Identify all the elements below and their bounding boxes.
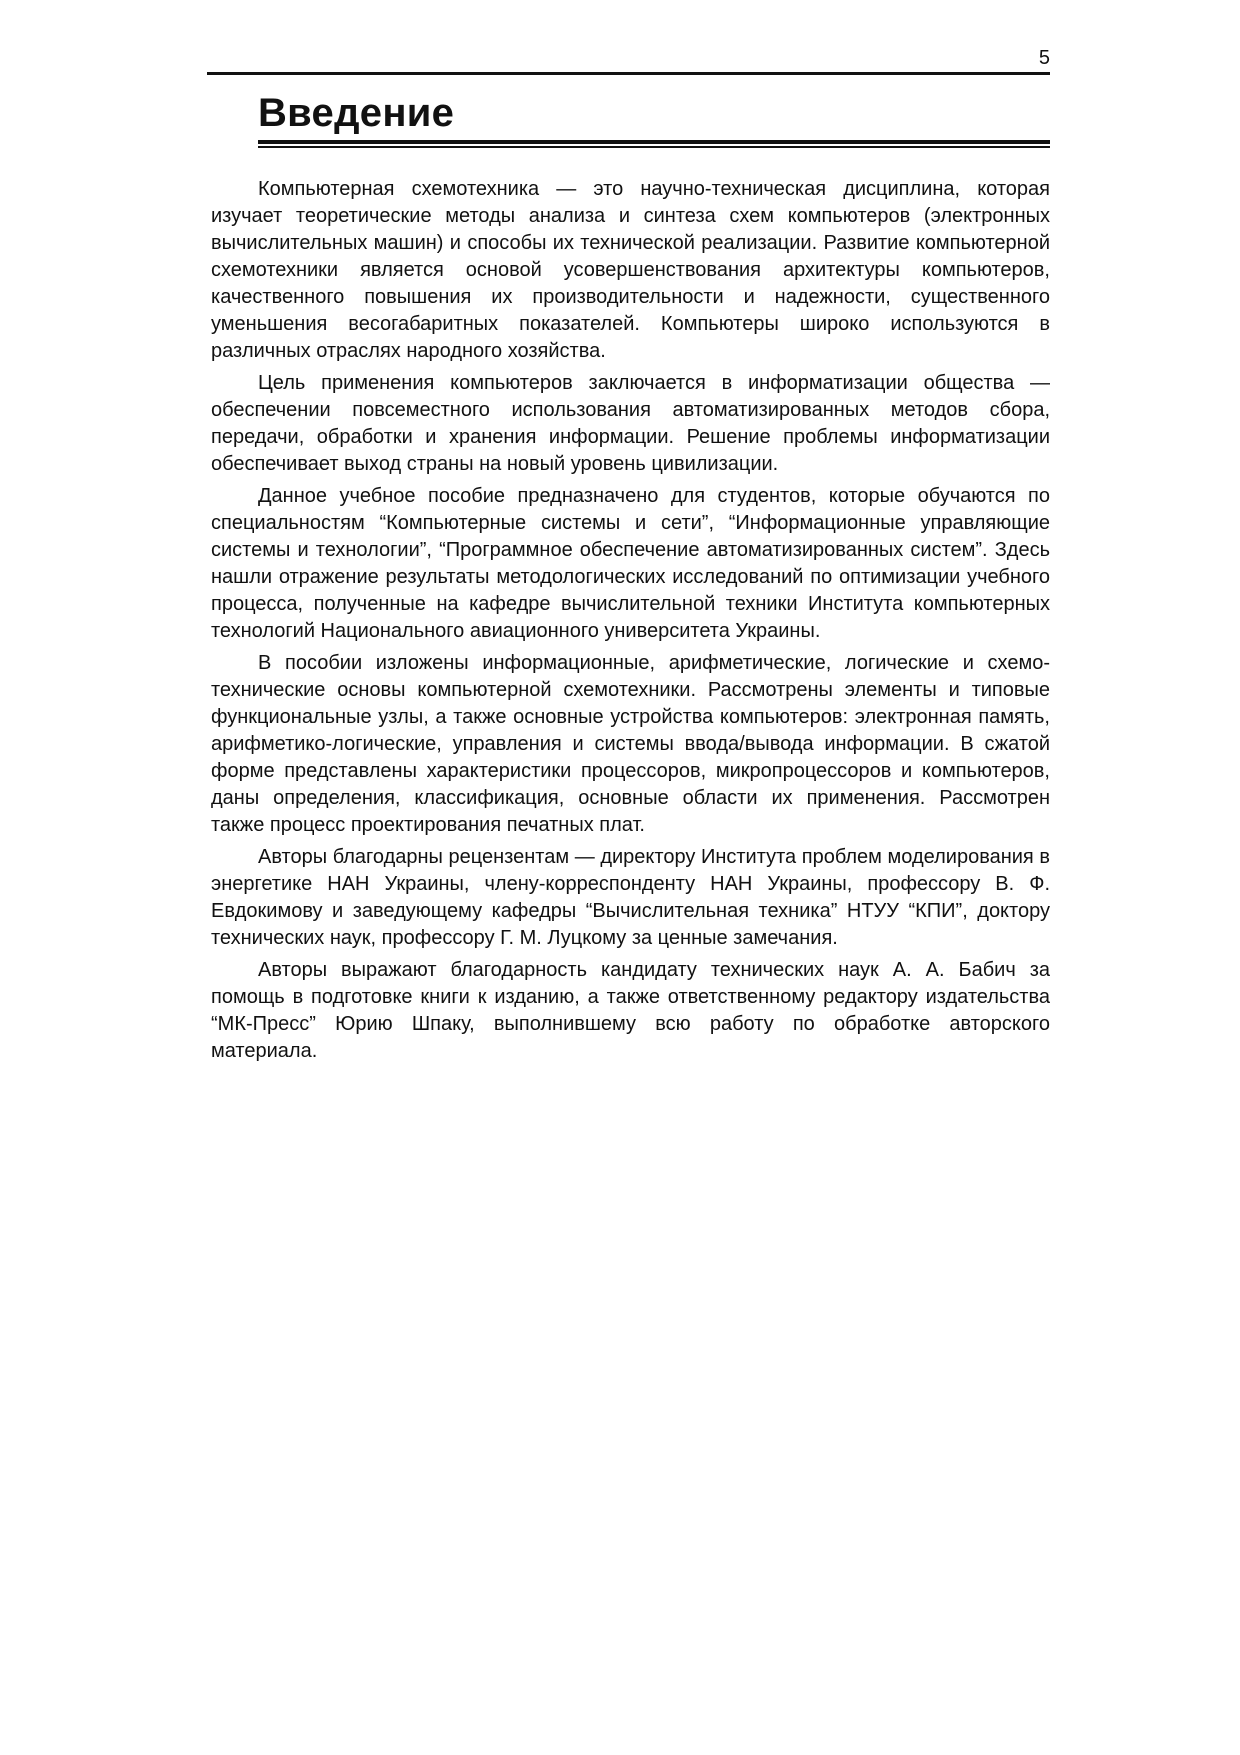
paragraph-reviewers: Авторы благодарны рецензентам — директору Института проблем моделирования в энергетике НАН Украины, члену-корреспонденту НАН Украины, профессору В. Ф. Евдокимову и заведующему кафедры “Вычислительная техника” НТУУ “КПИ”, доктору технических наук, профессору Г. М. Луцкому за ценные замечания. [211, 846, 1050, 949]
title-underline-thick [258, 140, 1050, 144]
chapter-title: Введение [258, 91, 455, 135]
title-underline-thin [258, 146, 1050, 148]
paragraph-contents: В пособии изложены информационные, арифметические, логические и схемотехнические основы компьютерной схемотехники. Рассмотрены элементы и типовые функциональные узлы, а также основные устройства компьютеров: электронная память, арифметико-логические, управления и системы ввода/вывода информации. В сжатой форме представлены характеристики процессоров, микропроцессоров и компьютеров, даны определения, классификация, основные области их применения. Рассмотрен также процесс проектирования печатных плат. [211, 652, 1050, 836]
header-rule [207, 72, 1050, 75]
paragraph-intro: Компьютерная схемотехника — это научно-техническая дисциплина, которая изучает теоретические методы анализа и синтеза схем компьютеров (электронных вычислительных машин) и способы их технической реализации. Развитие компьютерной схемотехники является основой усовершенствования архитектуры компьютеров, качественного повышения их производительности и надежности, существенного уменьшения весогабаритных показателей. Компьютеры широко используются в различных отраслях народного хозяйства. [211, 178, 1050, 362]
paragraph-audience: Данное учебное пособие предназначено для студентов, которые обучаются по специальностям “Компьютерные системы и сети”, “Информационные управляющие системы и технологии”, “Программное обеспечение автоматизированных систем”. Здесь нашли отражение результаты методологических исследований по оптимизации учебного процесса, полученные на кафедре вычислительной техники Института компьютерных технологий Национального авиационного университета Украины. [211, 485, 1050, 642]
paragraph-purpose: Цель применения компьютеров заключается в информатизации общества — обеспечении повсеместного использования автоматизированных методов сбора, передачи, обработки и хранения информации. Решение проблемы информатизации обеспечивает выход страны на новый уровень цивилизации. [211, 372, 1050, 475]
paragraph-acknowledgements: Авторы выражают благодарность кандидату технических наук А. А. Бабич за помощь в подготовке книги к изданию, а также ответственному редактору издательства “МК-Пресс” Юрию Шпаку, выполнившему всю работу по обработке авторского материала. [211, 959, 1050, 1062]
body-text [211, 176, 1050, 1070]
page-number: 5 [1038, 47, 1050, 69]
